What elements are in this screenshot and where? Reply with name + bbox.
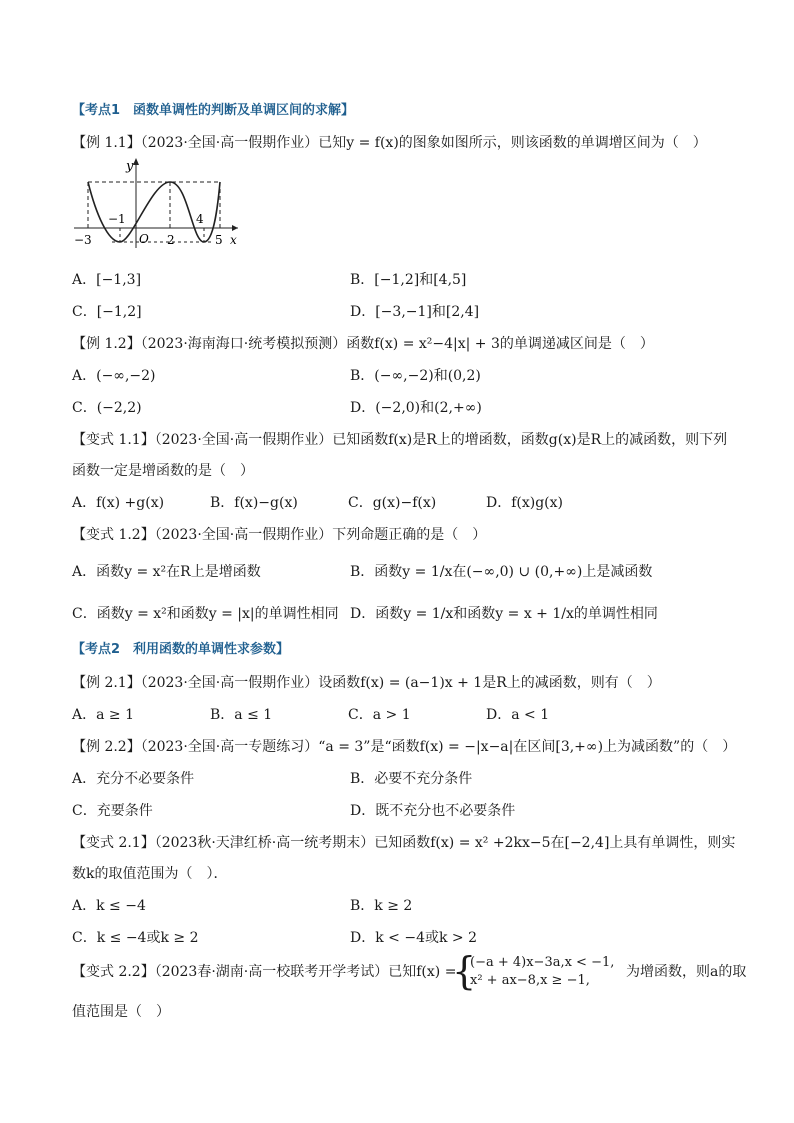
q12-option-d[interactable]: D．(−2,0)和(2,+∞): [350, 400, 482, 416]
question-1-2: 【例 1.2】（2023·海南海口·统考模拟预测）函数f(x) = x²−4|x| + 3的单调递减区间是（ ）: [72, 336, 654, 352]
variant-1-1-line2: 函数一定是增函数的是（ ）: [72, 463, 254, 479]
y-axis-arrow: [133, 158, 139, 165]
x-axis-arrow: [232, 225, 238, 231]
v21-option-b[interactable]: B．k ≥ 2: [350, 898, 413, 914]
q21-option-b[interactable]: B．a ≤ 1: [210, 707, 273, 723]
piecewise-case-2: x² + ax−8,x ≥ −1,: [470, 973, 590, 988]
section-heading-2: 【考点2 利用函数的单调性求参数】: [72, 642, 290, 657]
variant-1-2: 【变式 1.2】（2023·全国·高一假期作业）下列命题正确的是（ ）: [72, 527, 487, 543]
v12-option-c[interactable]: C．函数y = x²和函数y = |x|的单调性相同: [72, 606, 339, 622]
piecewise-brace: {: [452, 949, 477, 993]
question-1-1: 【例 1.1】（2023·全国·高一假期作业）已知y = f(x)的图象如图所示，则该函数的单调增区间为（ ）: [72, 135, 707, 151]
v21-option-a[interactable]: A．k ≤ −4: [72, 898, 146, 914]
variant-2-2-intro: 【变式 2.2】（2023春·湖南·高一校联考开学考试）已知f(x) =: [72, 964, 457, 980]
v11-option-c[interactable]: C．g(x)−f(x): [348, 495, 437, 511]
q22-option-a[interactable]: A．充分不必要条件: [72, 771, 195, 787]
tick-label-2: 2: [167, 233, 175, 247]
q11-option-d[interactable]: D．[−3,−1]和[2,4]: [350, 304, 480, 320]
v12-option-b[interactable]: B．函数y = 1/x在(−∞,0) ∪ (0,+∞)上是减函数: [350, 564, 653, 580]
variant-2-1-line1: 【变式 2.1】（2023秋·天津红桥·高一统考期末）已知函数f(x) = x² +2kx−5在[−2,4]上具有单调性，则实: [72, 835, 736, 851]
q12-option-b[interactable]: B．(−∞,−2)和(0,2): [350, 368, 481, 384]
x-axis-label: x: [230, 233, 237, 247]
q22-option-b[interactable]: B．必要不充分条件: [350, 771, 473, 787]
question-2-1: 【例 2.1】（2023·全国·高一假期作业）设函数f(x) = (a−1)x + 1是R上的减函数，则有（ ）: [72, 675, 661, 691]
v12-option-a[interactable]: A．函数y = x²在R上是增函数: [72, 564, 261, 580]
q11-option-c[interactable]: C．[−1,2]: [72, 304, 142, 320]
y-axis-label: y: [126, 159, 134, 174]
q22-option-d[interactable]: D．既不充分也不必要条件: [350, 803, 516, 819]
variant-2-1-line2: 数k的取值范围为（ ）．: [72, 866, 228, 882]
origin-label: O: [139, 232, 149, 246]
tick-label-minus1: −1: [108, 212, 126, 226]
q12-option-c[interactable]: C．(−2,2): [72, 400, 142, 416]
q21-option-c[interactable]: C．a > 1: [348, 707, 411, 723]
v11-option-b[interactable]: B．f(x)−g(x): [210, 495, 298, 511]
v11-option-a[interactable]: A．f(x) +g(x): [72, 495, 165, 511]
q21-option-d[interactable]: D．a < 1: [486, 707, 550, 723]
piecewise-case-1: (−a + 4)x−3a,x < −1,: [470, 955, 615, 970]
q11-option-a[interactable]: A．[−1,3]: [72, 272, 142, 288]
q21-option-a[interactable]: A．a ≥ 1: [72, 707, 134, 723]
v12-option-d[interactable]: D．函数y = 1/x和函数y = x + 1/x的单调性相同: [350, 606, 658, 622]
v21-option-c[interactable]: C．k ≤ −4或k ≥ 2: [72, 930, 199, 946]
q11-option-b[interactable]: B．[−1,2]和[4,5]: [350, 272, 467, 288]
function-graph: [72, 154, 242, 250]
tick-label-4: 4: [196, 212, 204, 226]
variant-2-2-tail: 为增函数，则a的取: [626, 964, 747, 980]
q12-option-a[interactable]: A．(−∞,−2): [72, 368, 156, 384]
v11-option-d[interactable]: D．f(x)g(x): [486, 495, 564, 511]
v21-option-d[interactable]: D．k < −4或k > 2: [350, 930, 477, 946]
question-2-2: 【例 2.2】（2023·全国·高一专题练习）“a = 3”是“函数f(x) = −|x−a|在区间[3,+∞)上为减函数”的（ ）: [72, 739, 737, 755]
variant-1-1-line1: 【变式 1.1】（2023·全国·高一假期作业）已知函数f(x)是R上的增函数，函数g(x)是R上的减函数，则下列: [72, 432, 728, 448]
section-heading-1: 【考点1 函数单调性的判断及单调区间的求解】: [72, 103, 355, 118]
tick-label-minus3: −3: [74, 233, 92, 247]
q22-option-c[interactable]: C．充要条件: [72, 803, 153, 819]
tick-label-5: 5: [215, 233, 223, 247]
variant-2-2-line2: 值范围是（ ）: [72, 1004, 170, 1020]
